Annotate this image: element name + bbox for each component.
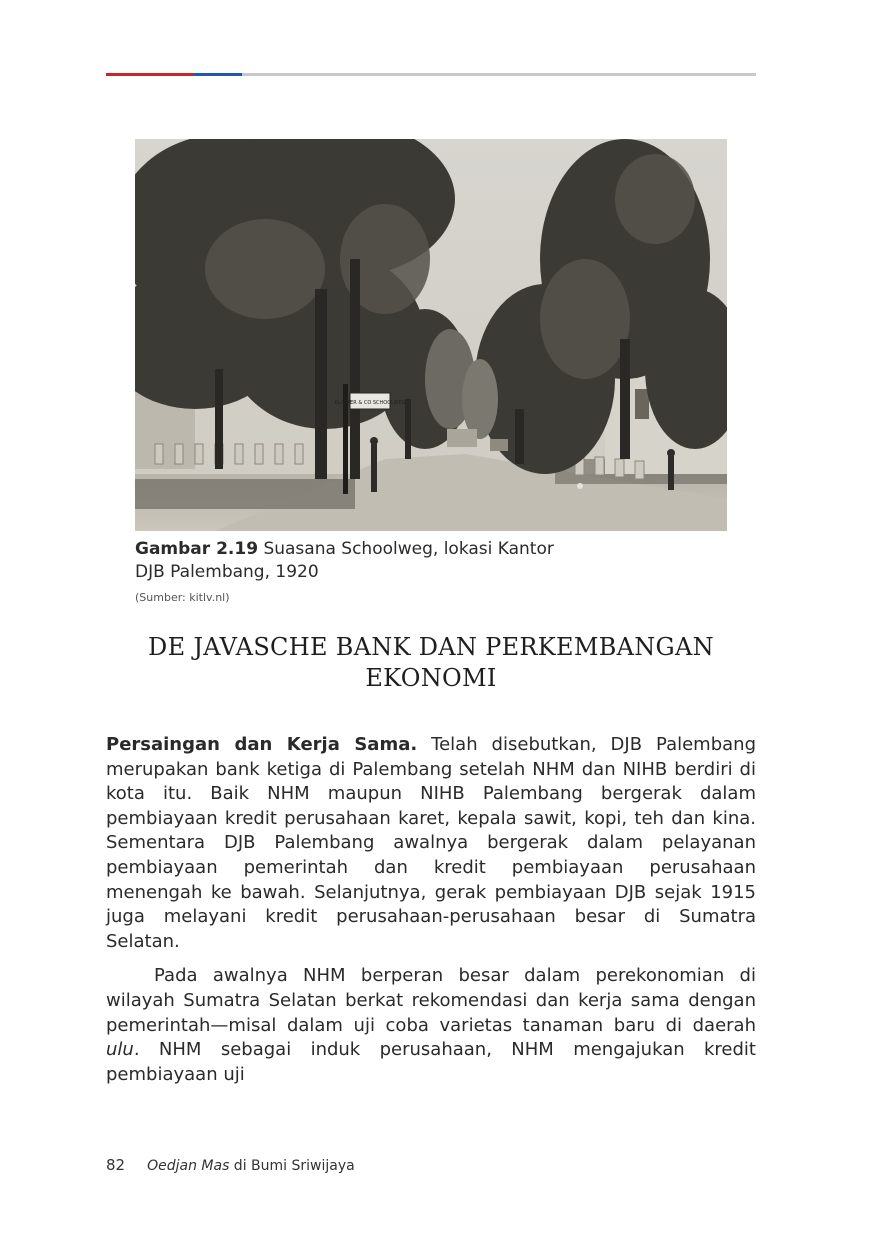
paragraph-1-lead: Persaingan dan Kerja Sama. xyxy=(106,734,418,755)
figure-source: (Sumber: kitlv.nl) xyxy=(135,591,230,604)
paragraph-2-text-b: . NHM sebagai induk perusahaan, NHM mengajukan kredit pembiayaan uji xyxy=(106,1039,756,1085)
header-rule xyxy=(106,73,756,76)
section-heading-line2: EKONOMI xyxy=(365,664,497,692)
figure-caption-line1: Suasana Schoolweg, lokasi Kantor xyxy=(263,539,554,559)
paragraph-2-text-a: Pada awalnya NHM berperan besar dalam perekonomian di wilayah Sumatra Selatan berkat rekomendasi dan kerja sama dengan pemerintah—misal dalam uji coba varietas tanaman baru di daerah xyxy=(106,965,756,1036)
page-number: 82 xyxy=(106,1156,126,1174)
figure-caption xyxy=(135,538,735,584)
book-title-rest: di Bumi Sriwijaya xyxy=(229,1158,355,1174)
paragraph-1 xyxy=(106,733,756,954)
section-heading xyxy=(106,632,756,694)
page-footer xyxy=(106,1156,355,1174)
paragraph-2 xyxy=(106,964,756,1087)
book-title-italic: Oedjan Mas xyxy=(147,1158,230,1174)
street-sign: KLAPPER & CO SCHOOLWEG xyxy=(334,400,406,406)
paragraph-1-text: Telah disebutkan, DJB Palembang merupakan bank ketiga di Palembang setelah NHM dan NIHB berdiri di kota itu. Baik NHM maupun NIHB Palembang bergerak dalam pembiayaan kredit perusahaan karet, kepala sawit, kopi, teh dan kina. Sementara DJB Palembang awalnya bergerak dalam pelayanan pembiayaan pemerintah dan kredit pembiayaan perusahaan menengah ke bawah. Selanjutnya, gerak pembiayaan DJB sejak 1915 juga melayani kredit perusahaan-perusahaan besar di Sumatra Selatan. xyxy=(106,734,756,952)
paragraph-2-italic: ulu xyxy=(106,1039,134,1061)
figure-caption-line2: DJB Palembang, 1920 xyxy=(135,562,319,582)
body-text xyxy=(106,733,756,1087)
historical-photo xyxy=(135,139,727,531)
header-rule-blue xyxy=(194,73,242,76)
figure-label: Gambar 2.19 xyxy=(135,539,259,559)
header-rule-red xyxy=(106,73,194,76)
section-heading-line1: DE JAVASCHE BANK DAN PERKEMBANGAN xyxy=(148,633,714,661)
photo-illustration xyxy=(135,139,727,531)
